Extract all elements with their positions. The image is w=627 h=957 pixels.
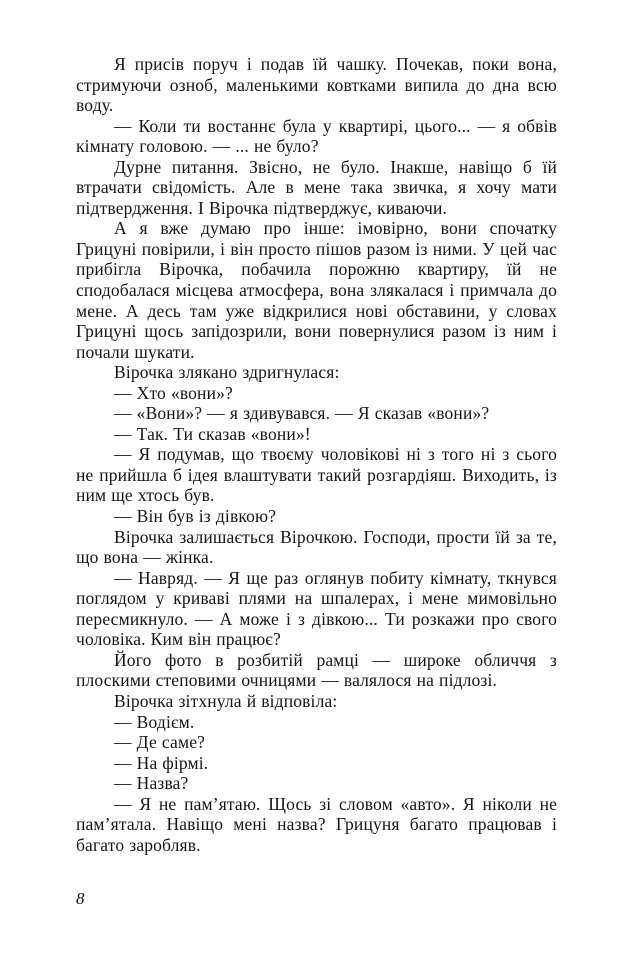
paragraph: — Я подумав, що твоєму чоловікові ні з того ні з сього не прийшла б ідея влаштувати такий розгардіяш. Виходить, із ним ще хтось був.: [76, 444, 557, 506]
paragraph: Вірочка зітхнула й відповіла:: [114, 690, 338, 711]
paragraph: — Коли ти востаннє була у квартирі, цього... — я обвів кімнату головою. — ... не було?: [76, 115, 557, 157]
page-text: [76, 54, 557, 855]
paragraph: — Де саме?: [114, 732, 206, 753]
paragraph: — «Вони»? — я здивувався. — Я сказав «вони»?: [114, 403, 490, 424]
paragraph: — Я не пам’ятаю. Щось зі словом «авто». Я ніколи не пам’ятала. Навіщо мені назва? Грицуня багато працював і багато заробляв.: [76, 793, 557, 855]
paragraph: Вірочка залишається Вірочкою. Господи, прости їй за те, що вона — жінка.: [76, 526, 557, 568]
paragraph: — На фірмі.: [114, 752, 209, 773]
paragraph: — Назва?: [114, 773, 189, 794]
paragraph: — Так. Ти сказав «вони»!: [114, 423, 311, 444]
paragraph: — Навряд. — Я ще раз оглянув побиту кімнату, ткнувся поглядом у криваві плями на шпалерах, і мене мимовільно пересмикнуло. — А може і з дівкою... Ти розкажи про свого чоловіка. Ким він працює?: [76, 567, 557, 650]
paragraph: Його фото в розбитій рамці — широке обличчя з плоскими степовими очницями — валялося на підлозі.: [76, 649, 557, 691]
paragraph: — Він був із дівкою?: [114, 506, 277, 527]
page-number: 8: [76, 889, 85, 908]
paragraph: — Хто «вони»?: [114, 382, 233, 403]
paragraph: Я присів поруч і подав їй чашку. Почекав, поки вона, стримуючи озноб, маленькими ковтками випила до дна всю воду.: [76, 54, 557, 116]
paragraph: А я вже думаю про інше: імовірно, вони спочатку Грицуні повірили, і він просто пішов разом із ними. У цей час прибігла Вірочка, побачила порожню квартиру, їй не сподобалася місцева атмосфера, вона злякалася і примчала до мене. А десь там уже відкрилися нові обставини, у словах Грицуні щось запідозрили, вони повернулися разом із ним і почали шукати.: [76, 218, 557, 362]
paragraph: Дурне питання. Звісно, не було. Інакше, навіщо б їй втрачати свідомість. Але в мене така звичка, я хочу мати підтвердження. І Вірочка підтверджує, киваючи.: [76, 156, 557, 218]
paragraph: Вірочка злякано здригнулася:: [114, 362, 340, 383]
paragraph: — Водієм.: [114, 711, 195, 732]
